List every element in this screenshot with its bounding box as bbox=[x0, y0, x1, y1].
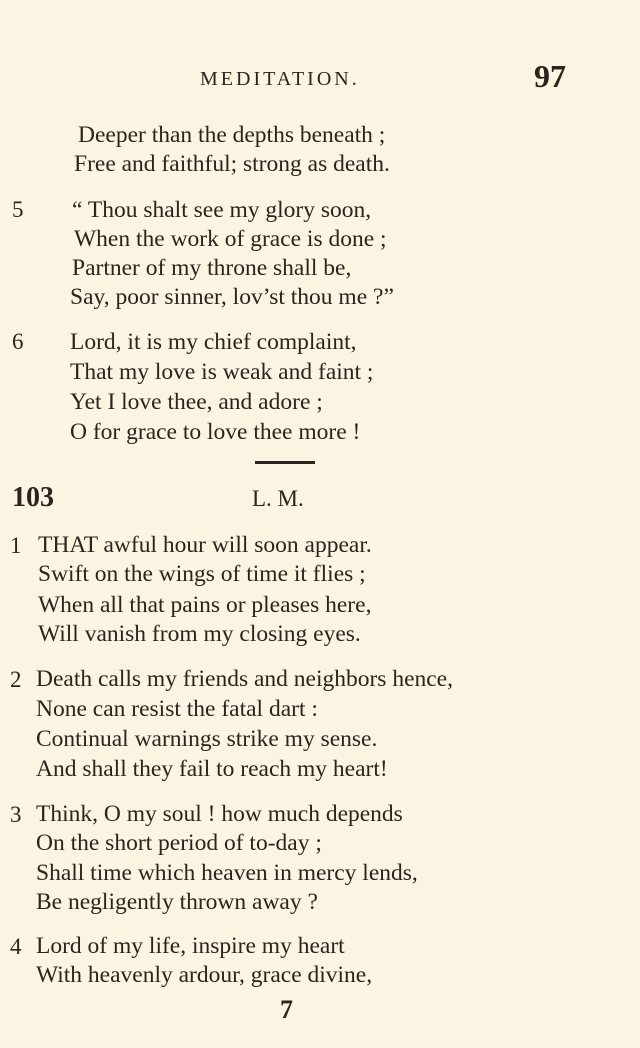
verse-line: Will vanish from my closing eyes. bbox=[38, 621, 361, 647]
stanza-number: 5 bbox=[12, 197, 24, 222]
verse-line: And shall they fail to reach my heart! bbox=[36, 756, 388, 782]
stanza-number: 3 bbox=[10, 802, 22, 827]
verse-line: Lord of my life, inspire my heart bbox=[36, 933, 345, 959]
verse-line: Yet I love thee, and adore ; bbox=[70, 389, 323, 415]
verse-line: Be negligently thrown away ? bbox=[36, 889, 318, 915]
verse-line: Say, poor sinner, lov’st thou me ?” bbox=[70, 284, 394, 310]
page-number: 97 bbox=[534, 58, 566, 94]
hymn-number: 103 bbox=[12, 482, 54, 513]
stanza-number: 1 bbox=[10, 533, 22, 558]
verse-line: THAT awful hour will soon appear. bbox=[38, 532, 372, 558]
section-divider bbox=[255, 461, 315, 464]
verse-line: Shall time which heaven in mercy lends, bbox=[36, 860, 418, 886]
verse-line: That my love is weak and faint ; bbox=[70, 359, 374, 385]
verse-line: Continual warnings strike my sense. bbox=[36, 726, 378, 752]
stanza-number: 6 bbox=[12, 329, 24, 354]
verse-line: Death calls my friends and neighbors hence, bbox=[36, 666, 453, 692]
verse-line: O for grace to love thee more ! bbox=[70, 419, 361, 445]
verse-line: Lord, it is my chief complaint, bbox=[70, 329, 357, 355]
stanza-number: 2 bbox=[10, 667, 22, 692]
signature-mark: 7 bbox=[280, 995, 293, 1024]
hymn-meter: L. M. bbox=[252, 486, 304, 511]
verse-line: Deeper than the depths beneath ; bbox=[78, 122, 386, 148]
verse-line: None can resist the fatal dart : bbox=[36, 696, 318, 722]
verse-line: With heavenly ardour, grace divine, bbox=[36, 962, 373, 988]
verse-line: On the short period of to-day ; bbox=[36, 830, 322, 856]
verse-line: Think, O my soul ! how much depends bbox=[36, 801, 403, 827]
verse-line: “ Thou shalt see my glory soon, bbox=[72, 197, 372, 223]
verse-line: When all that pains or pleases here, bbox=[38, 592, 372, 618]
verse-line: Partner of my throne shall be, bbox=[72, 255, 352, 281]
running-header: MEDITATION. bbox=[200, 68, 360, 90]
verse-line: Free and faithful; strong as death. bbox=[74, 151, 390, 177]
verse-line: Swift on the wings of time it flies ; bbox=[38, 561, 366, 587]
stanza-number: 4 bbox=[10, 934, 22, 959]
verse-line: When the work of grace is done ; bbox=[74, 226, 387, 252]
